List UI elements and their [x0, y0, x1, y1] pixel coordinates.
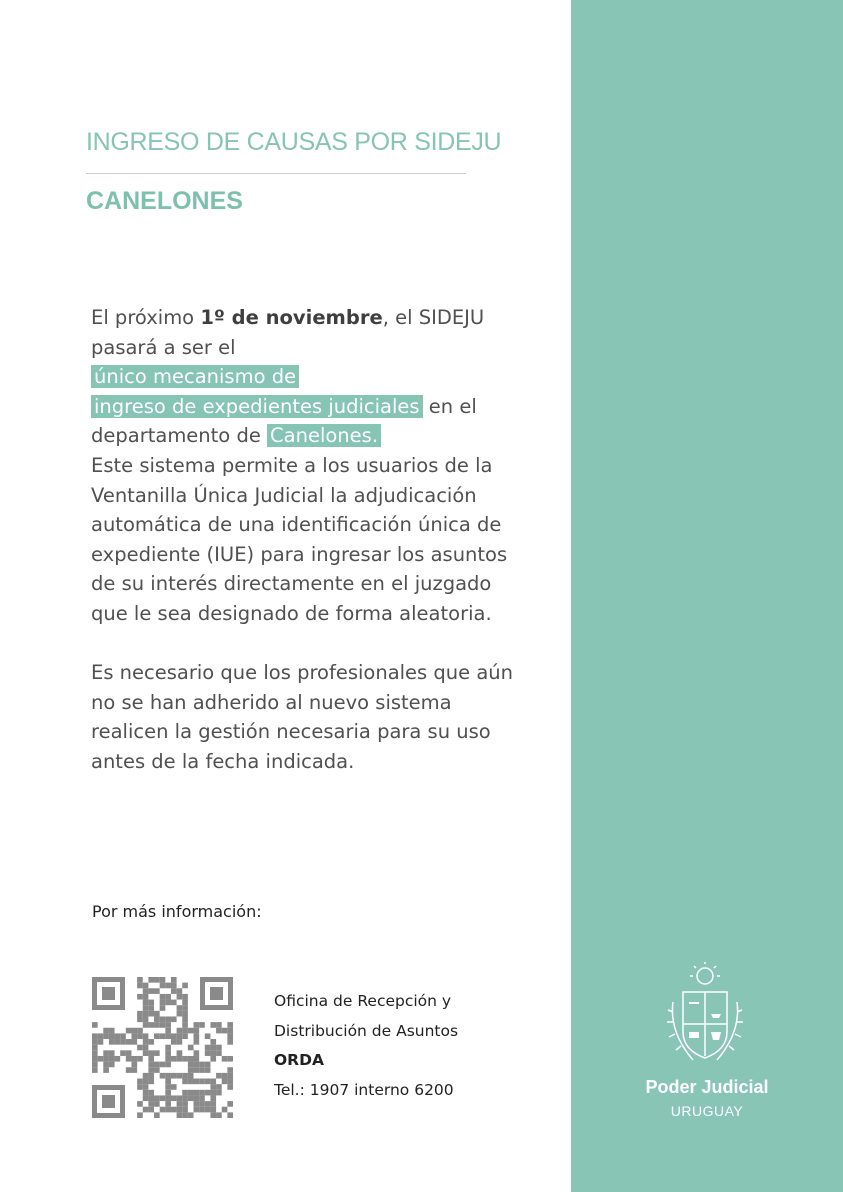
more-info-label: Por más información:: [92, 902, 262, 921]
announcement-paragraph: [91, 303, 531, 451]
coat-of-arms-icon: [665, 962, 745, 1066]
brand-name: Poder Judicial: [645, 1077, 769, 1097]
qr-code[interactable]: [92, 977, 233, 1118]
announcement-text-2: , el SIDEJU pasará a ser el: [91, 306, 485, 359]
announcement-text-3: en el departamento de: [91, 394, 477, 447]
title-divider: [86, 173, 466, 174]
highlight-canelones: Canelones.: [267, 424, 381, 447]
contact-office: Oficina de Recepción y: [274, 992, 452, 1010]
page-subtitle: CANELONES: [86, 187, 243, 215]
page-title: INGRESO DE CAUSAS POR SIDEJU: [86, 128, 502, 156]
announcement-date: 1º de noviembre: [200, 306, 383, 329]
highlight-mechanism: único mecanismo de: [91, 365, 299, 388]
contact-acronym: ORDA: [274, 1051, 324, 1069]
contact-department: Distribución de Asuntos: [274, 1021, 459, 1040]
contact-block: [274, 987, 524, 1105]
contact-phone: Tel.: 1907 interno 6200: [274, 1080, 454, 1099]
highlight-ingreso: ingreso de expedientes judiciales: [91, 395, 423, 418]
brand-country: URUGUAY: [670, 1103, 744, 1119]
announcement-text-1: El próximo: [91, 306, 201, 329]
description-paragraph: Este sistema permite a los usuarios de la Ventanilla Única Judicial la adjudicación automática de una identificación única de expediente (IUE) para ingresar los asuntos de su interés directamente en el juzgado que le sea designado de forma aleatoria.: [91, 454, 508, 625]
requirement-paragraph: Es necesario que los profesionales que aún no se han adherido al nuevo sistema realicen la gestión necesaria para su uso antes de la fecha indicada.: [91, 661, 514, 773]
